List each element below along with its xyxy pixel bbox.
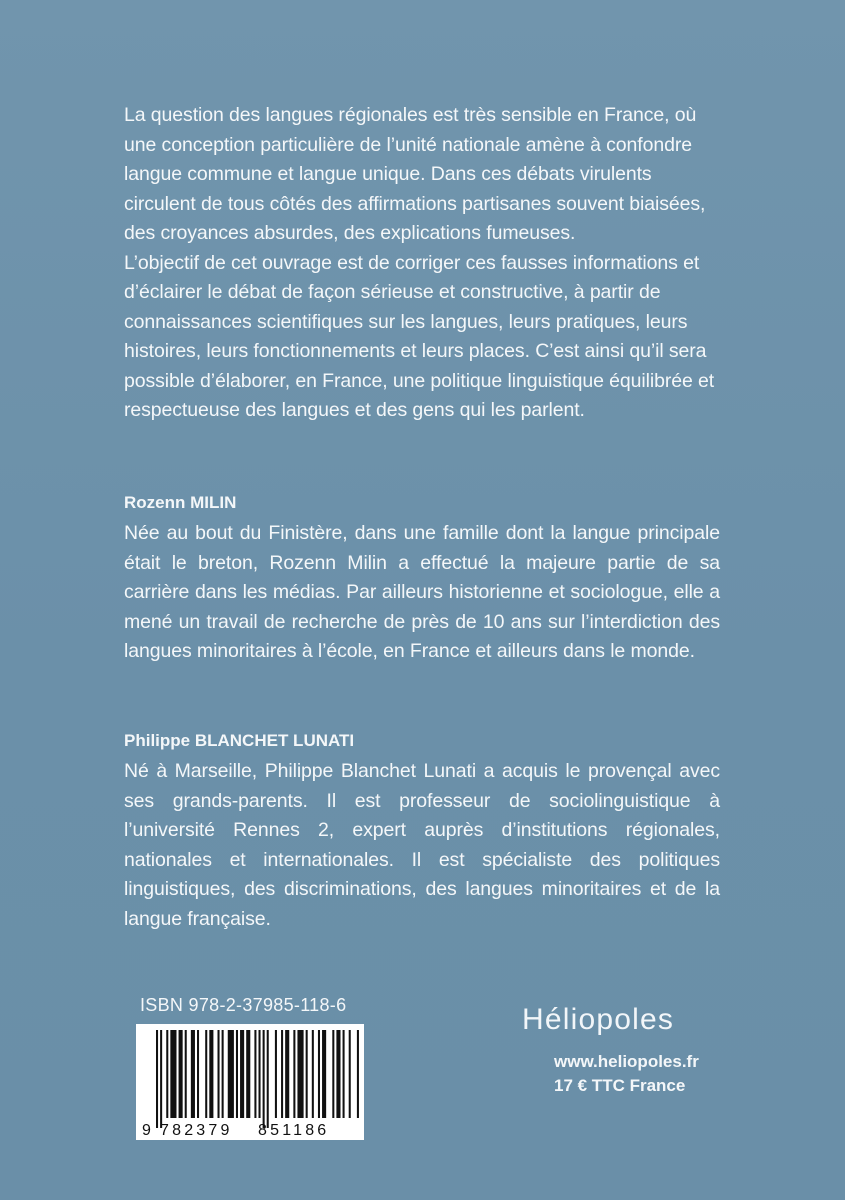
barcode-image (136, 1024, 364, 1140)
barcode-bar (336, 1030, 340, 1118)
barcode-bar (275, 1030, 277, 1118)
barcode-bar (297, 1030, 303, 1118)
barcode-bar (166, 1030, 168, 1118)
barcode-bar (197, 1030, 199, 1118)
barcode-bar (222, 1030, 224, 1118)
barcode-bar (281, 1030, 283, 1118)
barcode-bar (228, 1030, 234, 1118)
barcode-bar (312, 1030, 314, 1118)
barcode-digits-right: 851186 (258, 1122, 330, 1139)
barcode-bar (263, 1030, 265, 1128)
barcode-bar (205, 1030, 207, 1118)
barcode-bar (306, 1030, 308, 1118)
author-bio: Né à Marseille, Philippe Blanchet Lunati a acquis le provençal avec ses grands-parents. Il est professeur de sociolinguistique à l’université Rennes 2, expert auprès d’institutions régionales, nationales et internationales. Il est spécialiste des politiques linguistiques, des discriminations, des langues minoritaires et de la langue française. (124, 760, 720, 930)
barcode (136, 1024, 364, 1140)
barcode-bar (357, 1030, 359, 1118)
author-section-milin (124, 491, 720, 667)
intro-paragraph-2: L’objectif de cet ouvrage est de corriger ces fausses informations et d’éclairer le débat de façon sérieuse et constructive, à partir de connaissances scientifiques sur les langues, leurs pratiques, leurs histoires, leurs fonctionnements et leurs places. C’est ainsi qu’il sera possible d’élaborer, en France, une politique linguistique équilibrée et respectueuse des langues et des gens qui les parlent. (124, 251, 715, 421)
price-label: 17 € TTC France (554, 1076, 686, 1095)
intro-paragraph-1: La question des langues régionales est très sensible en France, où une conception particulière de l’unité nationale amène à confondre langue commune et langue unique. Dans ces débats virulents circulent de tous côtés des affirmations partisanes souvent biaisées, des croyances absurdes, des explications fumeuses. (124, 104, 706, 244)
barcode-bar (160, 1030, 162, 1128)
intro-text (124, 101, 720, 426)
author-section-blanchet (124, 729, 720, 934)
publisher-logo: Héliopoles (522, 1003, 675, 1036)
barcode-bar (218, 1030, 220, 1118)
barcode-bar (293, 1030, 295, 1118)
barcode-bar (332, 1030, 334, 1118)
barcode-bar (322, 1030, 326, 1118)
barcode-bar (349, 1030, 351, 1118)
barcode-bar (209, 1030, 213, 1118)
barcode-bar (259, 1030, 261, 1118)
barcode-bar (179, 1030, 183, 1118)
barcode-bar (254, 1030, 256, 1118)
barcode-bar (318, 1030, 320, 1118)
barcode-bar (267, 1030, 269, 1128)
barcode-bar (240, 1030, 244, 1118)
barcode-bar (170, 1030, 176, 1118)
barcode-digits-left: 782379 (160, 1122, 233, 1139)
barcode-digits-prefix: 9 (142, 1122, 151, 1139)
barcode-bar (236, 1030, 238, 1118)
barcode-bar (191, 1030, 195, 1118)
isbn-label: ISBN 978-2-37985-118-6 (140, 995, 347, 1015)
barcode-bar (285, 1030, 289, 1118)
barcode-bar (156, 1030, 158, 1128)
barcode-bar (343, 1030, 345, 1118)
barcode-bar (246, 1030, 250, 1118)
author-bio: Née au bout du Finistère, dans une famille dont la langue principale était le breton, Rozenn Milin a effectué la majeure partie de sa carrière dans les médias. Par ailleurs historienne et sociologue, elle a mené un travail de recherche de près de 10 ans sur l’interdiction des langues minoritaires à l’école, en France et ailleurs dans le monde. (124, 522, 720, 662)
publisher-website: www.heliopoles.fr (554, 1052, 699, 1071)
author-name: Rozenn MILIN (124, 493, 237, 512)
barcode-bar (185, 1030, 187, 1118)
author-name: Philippe BLANCHET LUNATI (124, 731, 355, 750)
